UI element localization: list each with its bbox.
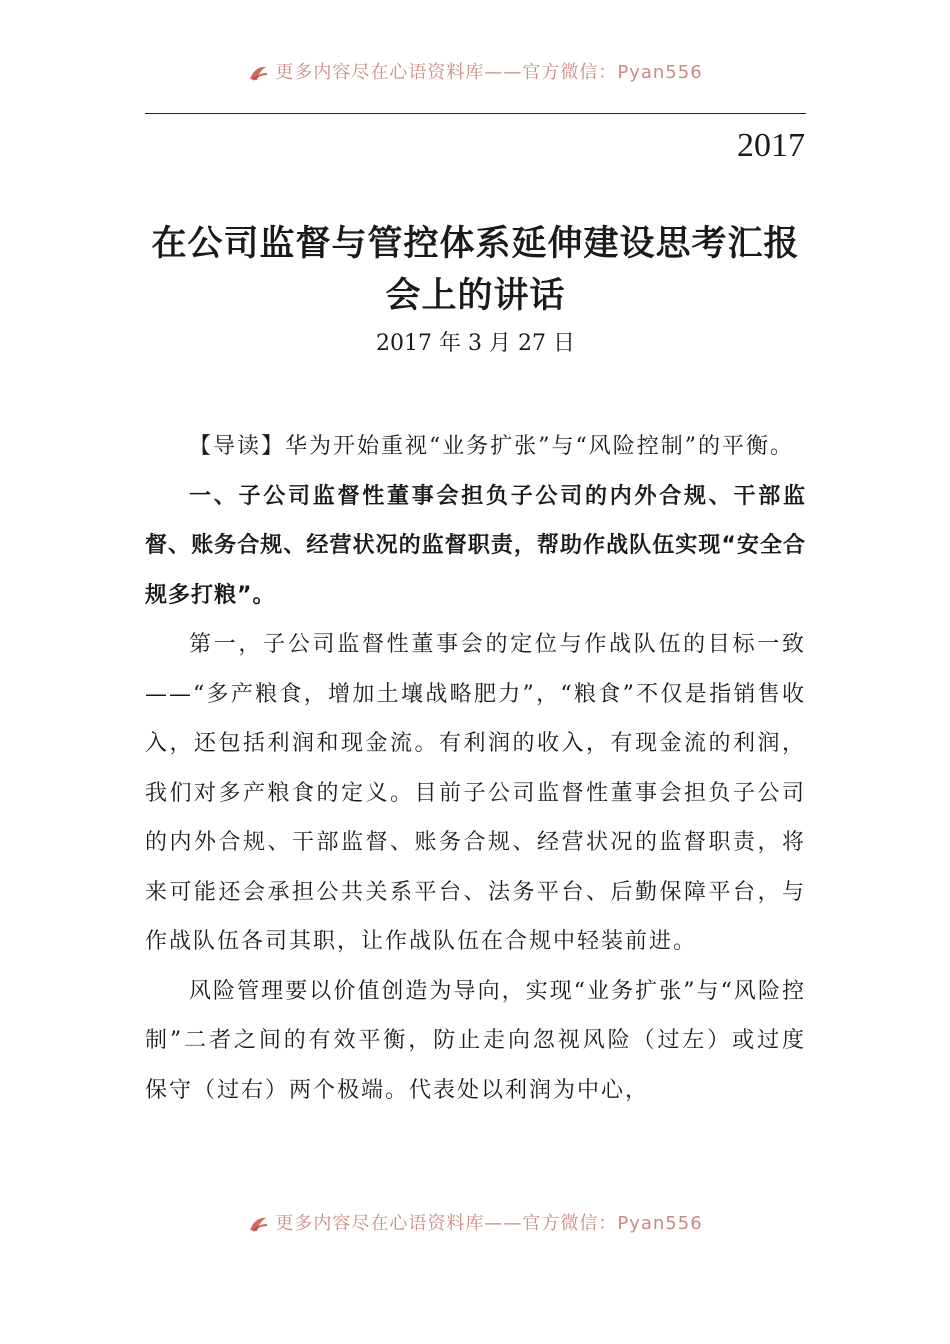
header-rule <box>145 113 806 114</box>
watermark-text: 更多内容尽在心语资料库——官方微信：Pyan556 <box>275 62 703 83</box>
paragraph: 第一，子公司监督性董事会的定位与作战队伍的目标一致——“多产粮食，增加土壤战略肥力”，“粮食”不仅是指销售收入，还包括利润和现金流。有利润的收入，有现金流的利润，我们对多产粮食的定义。目前子公司监督性董事会担负子公司的内外合规、干部监督、账务合规、经营状况的监督职责，将来可能还会承担公共关系平台、法务平台、后勤保障平台，与作战队伍各司其职，让作战队伍在合规中轻装前进。 <box>145 632 806 954</box>
document-date: 2017 年 3 月 27 日 <box>376 331 575 356</box>
book-logo-icon <box>247 1213 269 1235</box>
document-title: 在公司监督与管控体系延伸建设思考汇报会上的讲话 <box>151 223 800 316</box>
watermark-bottom <box>0 1211 950 1237</box>
section-heading: 一、子公司监督性董事会担负子公司的内外合规、干部监督、账务合规、经营状况的监督职责，帮助作战队伍实现“安全合规多打粮”。 <box>145 483 806 608</box>
header-year: 2017 <box>737 127 805 164</box>
watermark-text: 更多内容尽在心语资料库——官方微信：Pyan556 <box>275 1213 703 1234</box>
book-logo-icon <box>247 62 269 84</box>
paragraph: 风险管理要以价值创造为导向，实现“业务扩张”与“风险控制”二者之间的有效平衡，防止走向忽视风险（过左）或过度保守（过右）两个极端。代表处以利润为中心， <box>145 978 806 1103</box>
document-body <box>145 422 806 1115</box>
watermark-top <box>0 60 950 86</box>
paragraph-intro: 【导读】华为开始重视“业务扩张”与“风险控制”的平衡。 <box>189 434 794 459</box>
